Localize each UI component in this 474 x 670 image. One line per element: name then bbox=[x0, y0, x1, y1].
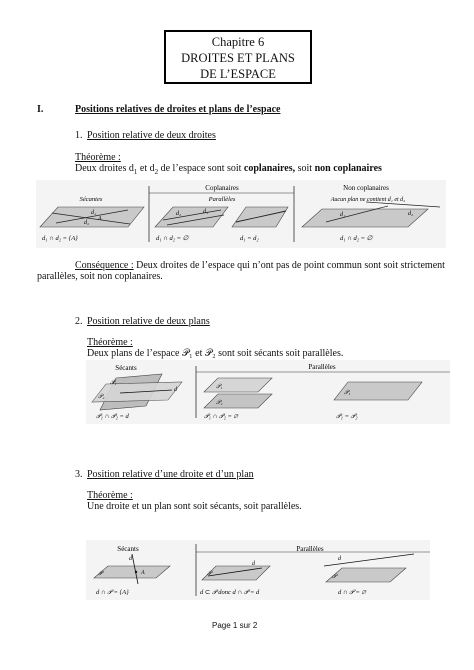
subsection-number: 3. bbox=[75, 469, 83, 480]
p2-label: 𝒫₂ bbox=[98, 394, 105, 400]
secants-label: Sécants bbox=[115, 364, 137, 372]
non-coplanaires-label: Non coplanaires bbox=[343, 184, 389, 192]
equation-confondus: 𝒫₁ = 𝒫₂ bbox=[336, 413, 358, 420]
aucun-plan-label: Aucun plan ne contient d₁ et d₂ bbox=[330, 197, 406, 203]
equation-secantes: d₁ ∩ d₂ = {A} bbox=[42, 235, 78, 242]
consequence-text: Conséquence : Deux droites de l’espace qui n’ont pas de point commun sont soit strictement bbox=[75, 260, 445, 271]
d-label: d bbox=[174, 387, 177, 393]
equation-confondues: d₁ = d₂ bbox=[240, 235, 259, 242]
d2-label: d₂ bbox=[408, 211, 414, 217]
section-title: Positions relatives de droites et plans de l’espace bbox=[75, 104, 281, 115]
coplanaires-label: Coplanaires bbox=[205, 184, 239, 192]
p2-label: 𝒫₂ bbox=[216, 400, 223, 406]
d1-label: d₁ bbox=[340, 212, 346, 218]
p1-label: 𝒫₁ bbox=[216, 384, 223, 390]
theorem-label: Théorème : bbox=[87, 490, 133, 501]
secants-label: Sécants bbox=[117, 545, 139, 553]
paralleles-label: Parallèles bbox=[208, 196, 236, 203]
d2-label: d₂ bbox=[84, 220, 90, 226]
theorem-text: Deux plans de l’espace 𝒫₁ et 𝒫₂ sont soit sécants soit parallèles. bbox=[87, 348, 344, 359]
equation-secants: d ∩ 𝒫 = {A} bbox=[96, 589, 129, 596]
consequence-text-line2: parallèles, soit non coplanaires. bbox=[37, 271, 163, 282]
page-number: Page 1 sur 2 bbox=[212, 621, 258, 630]
paralleles-label: Parallèles bbox=[308, 363, 336, 371]
chapter-title-box bbox=[164, 30, 312, 84]
plane-p-label: 𝒫 bbox=[332, 574, 337, 580]
equation-paralleles-strict: d₁ ∩ d₂ = ∅ bbox=[156, 235, 189, 242]
subsection-title: Position relative d’une droite et d’un plan bbox=[87, 469, 254, 480]
plane-p-label: 𝒫 bbox=[207, 571, 212, 577]
two-planes-figure bbox=[86, 360, 450, 424]
equation-strictement-paralleles: 𝒫₁ ∩ 𝒫₂ = ∅ bbox=[204, 413, 238, 420]
d-label: d bbox=[129, 556, 132, 562]
p1-label: 𝒫₁ bbox=[110, 380, 117, 386]
point-a-label: A bbox=[98, 216, 102, 222]
chapter-number: Chapitre 6 bbox=[211, 35, 265, 49]
theorem-text: Deux droites $d_1$ et $d_2$ de l’espace sont soit coplanaires, soit non coplanaires bbox=[75, 163, 382, 176]
chapter-title-line1: DROITES ET PLANS bbox=[181, 51, 295, 65]
d-label: d bbox=[252, 561, 255, 567]
theorem-text: Une droite et un plan sont soit sécants, soit parallèles. bbox=[87, 501, 302, 512]
plane-p-label: 𝒫 bbox=[98, 571, 103, 577]
d1-label: d₁ bbox=[203, 209, 209, 215]
d2-label: d₂ bbox=[176, 211, 182, 217]
section-number: I. bbox=[37, 104, 44, 115]
subsection-number: 2. bbox=[75, 316, 83, 327]
theorem-label: Théorème : bbox=[87, 337, 133, 348]
point-a-label: A bbox=[141, 570, 145, 576]
chapter-title-line2: DE L’ESPACE bbox=[200, 67, 276, 81]
equation-line-in-plane: d ⊂ 𝒫 donc d ∩ 𝒫 = d bbox=[200, 589, 260, 596]
theorem-label: Théorème : bbox=[75, 152, 121, 163]
subsection-number: 1. bbox=[75, 130, 83, 141]
equation-secants: 𝒫₁ ∩ 𝒫₂ = d bbox=[96, 413, 129, 420]
p1-label: 𝒫₁ bbox=[344, 390, 351, 396]
paralleles-label: Parallèles bbox=[296, 545, 324, 553]
two-lines-figure bbox=[36, 180, 446, 248]
d-label: d bbox=[338, 556, 341, 562]
equation-strictement-parallele: d ∩ 𝒫 = ∅ bbox=[338, 589, 366, 596]
line-plane-figure bbox=[86, 540, 430, 600]
d1-label: d₁ bbox=[91, 210, 97, 216]
secantes-label: Sécantes bbox=[79, 196, 103, 203]
equation-non-coplanaires: d₁ ∩ d₂ = ∅ bbox=[340, 235, 373, 242]
subsection-title: Position relative de deux droites bbox=[87, 130, 216, 141]
subsection-title: Position relative de deux plans bbox=[87, 316, 210, 327]
